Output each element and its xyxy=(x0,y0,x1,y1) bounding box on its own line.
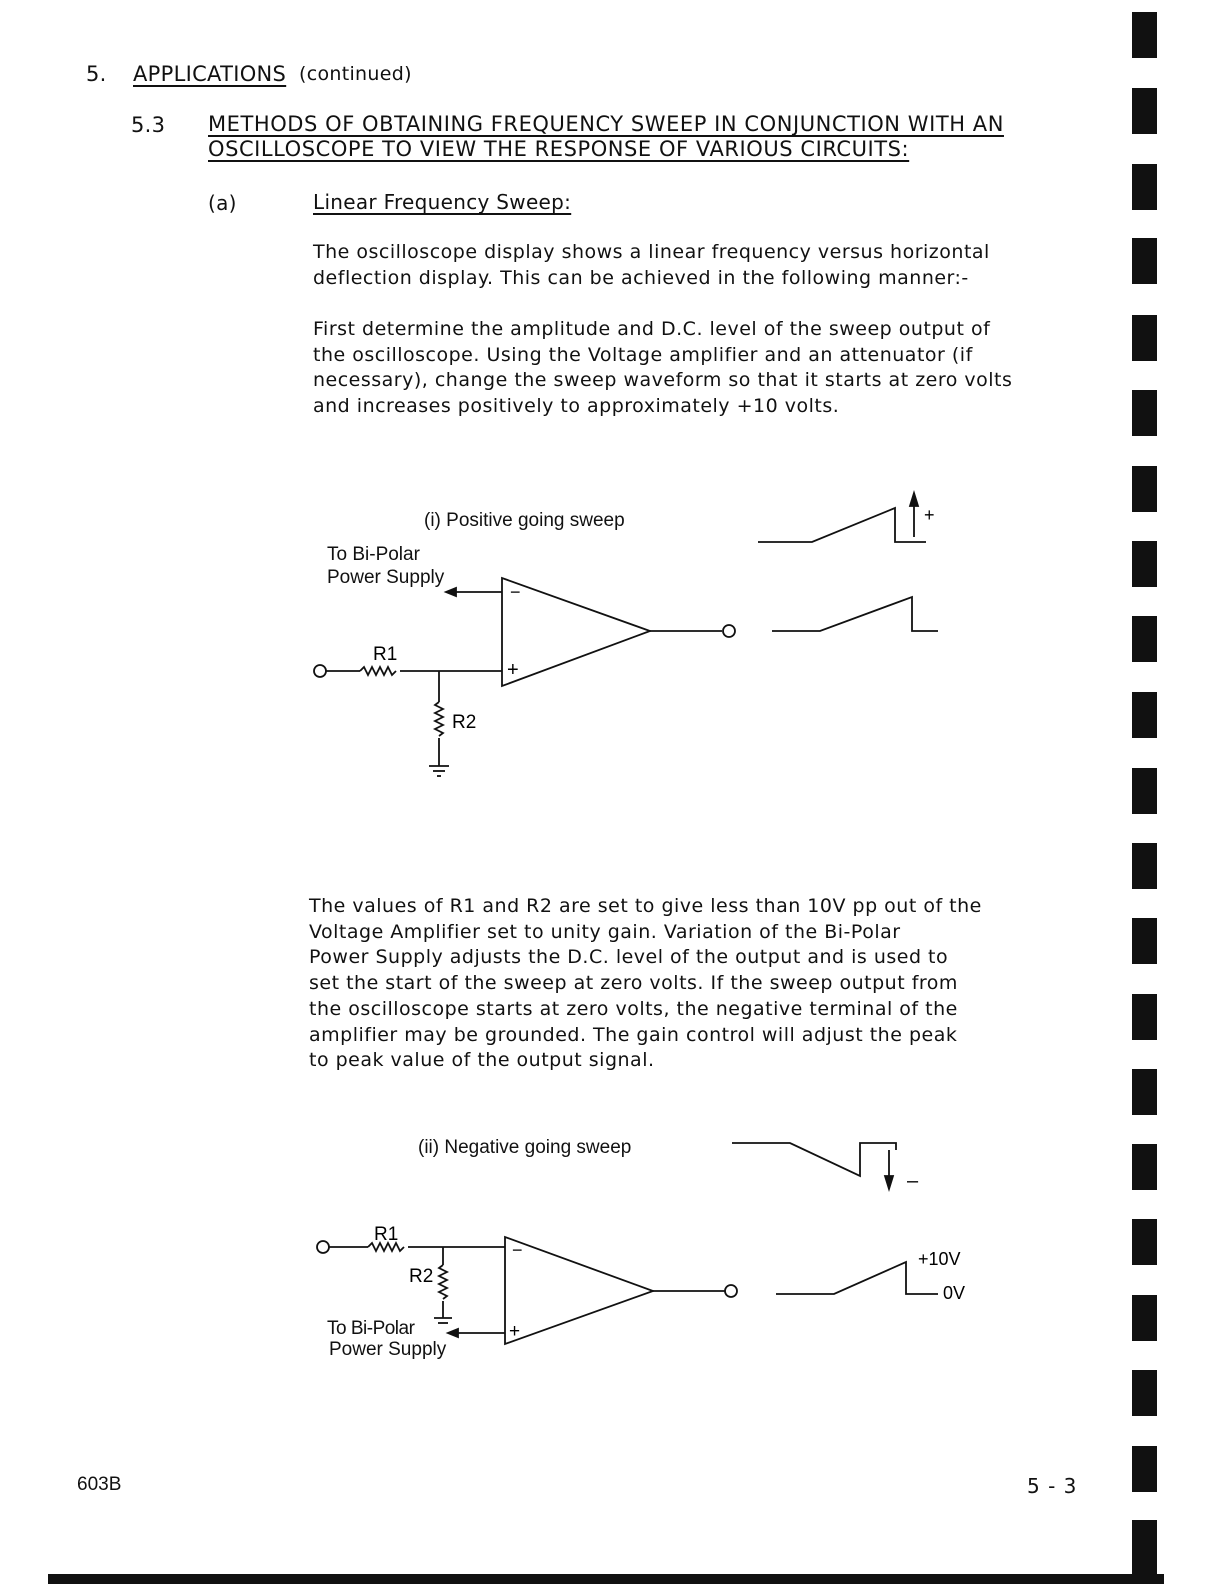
binder-mark xyxy=(1132,1370,1157,1416)
p2-line: First determine the amplitude and D.C. level of the sweep output of xyxy=(313,318,991,340)
p1-line: deflection display. This can be achieved in the following manner:- xyxy=(313,266,969,289)
level-high-label: +10V xyxy=(918,1249,961,1269)
binder-mark xyxy=(1132,541,1157,587)
diagram1-supply-line1: To Bi-Polar xyxy=(327,544,420,565)
binder-mark xyxy=(1132,692,1157,738)
label-r2-1: R2 xyxy=(452,712,477,733)
p2-line: the oscilloscope. Using the Voltage amplifier and an attenuator (if xyxy=(313,343,973,366)
section-title: APPLICATIONS xyxy=(133,62,287,86)
p3-line: Power Supply adjusts the D.C. level of the output and is used to xyxy=(309,946,949,969)
level-low-label: 0V xyxy=(943,1283,966,1303)
diagram1-caption: (i) Positive going sweep xyxy=(424,510,625,531)
item-title: Linear Frequency Sweep: xyxy=(313,190,572,214)
diagram1-supply-line2: Power Supply xyxy=(327,567,445,588)
binder-mark xyxy=(1132,1219,1157,1265)
binder-mark xyxy=(1132,88,1157,134)
binder-mark xyxy=(1132,466,1157,512)
opamp-2-plus: + xyxy=(509,1321,521,1342)
binder-mark xyxy=(1132,1295,1157,1341)
diagram2-supply-line1: To Bi-Polar xyxy=(327,1318,415,1339)
binder-mark xyxy=(1132,994,1157,1040)
opamp-1-minus: − xyxy=(510,582,521,602)
binder-mark xyxy=(1132,164,1157,210)
section-number: 5. xyxy=(86,62,107,86)
binder-mark xyxy=(1132,843,1157,889)
item-marker: (a) xyxy=(208,191,237,215)
binder-mark xyxy=(1132,1446,1157,1492)
footer-model: 603B xyxy=(77,1474,122,1495)
p3-line: amplifier may be grounded. The gain control will adjust the peak xyxy=(309,1023,958,1046)
output-terminal-2 xyxy=(725,1285,737,1297)
p3-line: to peak value of the output signal. xyxy=(309,1049,655,1072)
wave-1-marker: + xyxy=(924,505,935,525)
page-bottom-edge xyxy=(48,1574,1164,1584)
label-r1-2: R1 xyxy=(374,1224,399,1245)
opamp-2 xyxy=(505,1237,653,1344)
subsection-title-line2: OSCILLOSCOPE TO VIEW THE RESPONSE OF VARIOUS CIRCUITS: xyxy=(208,137,910,161)
opamp-2-minus: − xyxy=(512,1240,523,1260)
wave-2-marker: – xyxy=(907,1170,919,1192)
binder-mark xyxy=(1132,1520,1157,1580)
binder-mark xyxy=(1132,1144,1157,1190)
p3-line: Voltage Amplifier set to unity gain. Variation of the Bi-Polar xyxy=(309,920,901,943)
diagram2-caption: (ii) Negative going sweep xyxy=(418,1137,632,1158)
label-r2-2: R2 xyxy=(409,1266,434,1287)
resistor-r2-2 xyxy=(439,1265,447,1299)
label-r1-1: R1 xyxy=(373,644,398,665)
binder-mark xyxy=(1132,768,1157,814)
p3-line: The values of R1 and R2 are set to give less than 10V pp out of the xyxy=(309,895,982,917)
subsection-title-line1: METHODS OF OBTAINING FREQUENCY SWEEP IN CONJUNCTION WITH AN xyxy=(208,112,1004,136)
binder-mark xyxy=(1132,315,1157,361)
p2-line: necessary), change the sweep waveform so that it starts at zero volts xyxy=(313,369,1013,392)
waveform-input-2 xyxy=(732,1143,896,1176)
footer-page: 5 - 3 xyxy=(1027,1474,1078,1498)
binder-mark xyxy=(1132,1069,1157,1115)
p1-line: The oscilloscope display shows a linear frequency versus horizontal xyxy=(313,241,990,263)
binder-mark xyxy=(1132,918,1157,964)
section-suffix: (continued) xyxy=(299,63,412,85)
diagram2-supply-line2: Power Supply xyxy=(329,1339,447,1360)
waveform-output-2 xyxy=(776,1262,938,1294)
opamp-1-plus: + xyxy=(507,659,519,681)
p3-line: the oscilloscope starts at zero volts, the negative terminal of the xyxy=(309,997,958,1020)
input-terminal-2 xyxy=(317,1241,329,1253)
p3-line: set the start of the sweep at zero volts. If the sweep output from xyxy=(309,972,958,995)
binder-mark xyxy=(1132,616,1157,662)
p2-line: and increases positively to approximately +10 volts. xyxy=(313,395,840,418)
binder-mark xyxy=(1132,238,1157,284)
binder-mark xyxy=(1132,390,1157,436)
binder-mark xyxy=(1132,12,1157,58)
subsection-number: 5.3 xyxy=(131,113,166,137)
